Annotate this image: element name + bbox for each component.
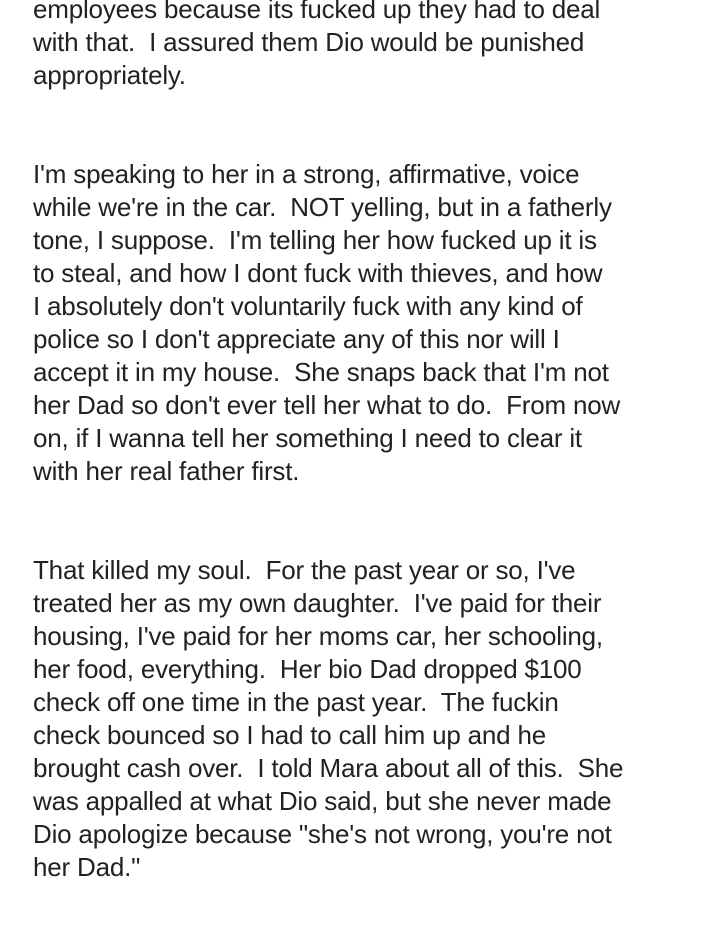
text-line: accept it in my house. She snaps back that I'm not xyxy=(33,357,609,387)
text-line: with her real father first. xyxy=(33,456,300,486)
text-line: her Dad so don't ever tell her what to do. From now xyxy=(33,390,621,420)
text-line: appropriately. xyxy=(33,60,186,90)
paragraph-3 xyxy=(33,554,713,884)
text-line: with that. I assured them Dio would be punished xyxy=(33,27,585,57)
text-line: treated her as my own daughter. I've paid for their xyxy=(33,588,602,618)
text-line: I'm speaking to her in a strong, affirmative, voice xyxy=(33,159,580,189)
text-line: while we're in the car. NOT yelling, but in a fatherly xyxy=(33,192,612,222)
text-line: was appalled at what Dio said, but she never made xyxy=(33,786,612,816)
text-line: check off one time in the past year. The fuckin xyxy=(33,687,559,717)
text-line: brought cash over. I told Mara about all of this. She xyxy=(33,753,624,783)
text-line: tone, I suppose. I'm telling her how fucked up it is xyxy=(33,225,597,255)
text-line: to steal, and how I dont fuck with thieves, and how xyxy=(33,258,603,288)
text-line: employees because its fucked up they had to deal xyxy=(33,0,601,24)
text-line: That killed my soul. For the past year or so, I've xyxy=(33,555,576,585)
paragraph-gap xyxy=(33,488,713,554)
text-line: Dio apologize because "she's not wrong, you're not xyxy=(33,819,612,849)
text-line: check bounced so I had to call him up and he xyxy=(33,720,546,750)
text-line: housing, I've paid for her moms car, her schooling, xyxy=(33,621,603,651)
paragraph-2 xyxy=(33,158,713,488)
text-line: on, if I wanna tell her something I need to clear it xyxy=(33,423,582,453)
text-line: her Dad." xyxy=(33,852,141,882)
paragraph-gap xyxy=(33,92,713,158)
text-line: I absolutely don't voluntarily fuck with any kind of xyxy=(33,291,583,321)
document-body xyxy=(33,0,713,884)
text-line: police so I don't appreciate any of this nor will I xyxy=(33,324,560,354)
paragraph-1 xyxy=(33,0,713,92)
text-line: her food, everything. Her bio Dad dropped $100 xyxy=(33,654,582,684)
